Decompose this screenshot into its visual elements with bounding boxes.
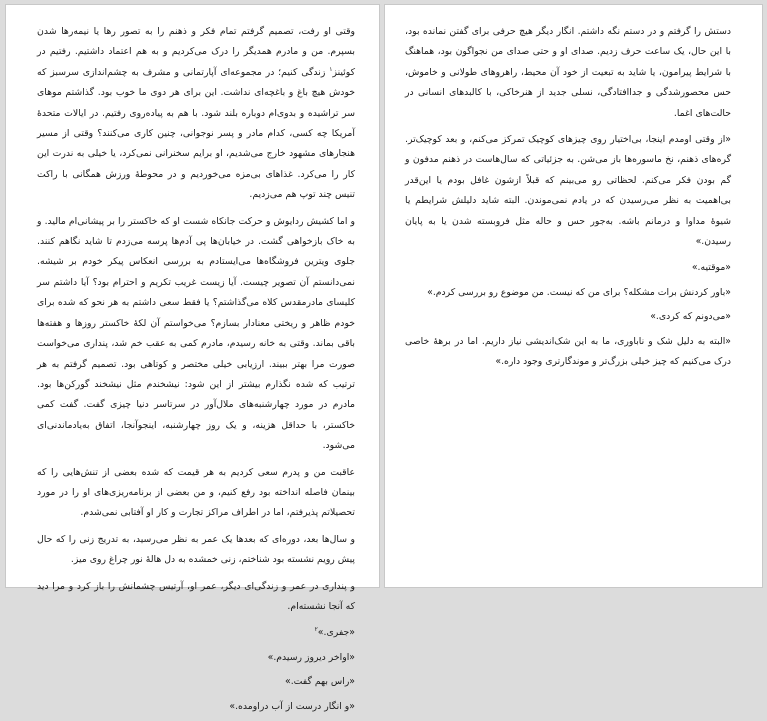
dialogue-line bbox=[37, 623, 355, 643]
paragraph: دستش را گرفتم و در دستم نگه داشتم. انگار دیگر هیچ حرفی برای گفتن نمانده بود، با این حال، یک ساعت حرف زدیم. صدای او و حتی صدای من نجواگون بود، هماهنگ با شرایط پیرامون، یا شاید به تبعیت از خود آن محیط، راهروهای طولانی و خاموش، حس محصورشدگی و جداافتادگی، نسلی جدید از هنرخاکی، با کالبدهای انسانی در حالت‌های اغما. bbox=[405, 26, 731, 119]
paragraph: و اما کشیش ردایوش و حرکت جانکاه شست او که خاکستر را بر پیشانی‌ام مالید. و به خاک بازخواهی گشت. در خیابان‌ها پی آدم‌ها پرسه می‌زدم تا شاید نگاهم کنند. جلوی ویترین فروشگاه‌ها می‌ایستادم به بررسی انعکاس پیکر خودم بر شیشه. نمی‌دانستم آن تصویر چیست. آیا زیست غریب تکریم و احترام بود؟ آیا داشتم سر کلیسای مادرمقدس کلاه می‌گذاشتم؟ یا فقط سعی داشتم به هر نحو که شده برای خودم ظاهر و ریختی معنادار بسازم؟ می‌خواستم آن لکهٔ خاکستر روزها و هفته‌ها باقی بماند. وقتی به خانه رسیدم، مادرم کمی به عقب خم شد، پنداری می‌خواست صورت مرا بهتر ببیند. ارزیابی خیلی مختصر و کوتاهی بود. تصمیم گرفتم به هر ترتیب که شده نگذارم بیشتر از این شود: نیشخندم مثل نیشخند گورکن‌ها بود. مادرم در مورد چهارشنبه‌های ملال‌آور در سرتاسر دنیا چیزی گفت. گفت کمی خاکستر، با حداقل هزینه، و یک روز چهارشنبه، اینجوآنجا، اتفاق به‌یادماندنی‌ای می‌شود. bbox=[37, 215, 355, 452]
dialogue-line: «و انگار درست از آب دراومده.» bbox=[229, 700, 355, 712]
dialogue-line: «راس بهم گفت.» bbox=[285, 676, 355, 688]
dialogue-line: «باور کردنش برات مشکله؟ برای من که نیست. من موضوع رو بررسی کردم.» bbox=[427, 286, 731, 298]
dialogue-line: «موقتیه.» bbox=[691, 262, 731, 274]
paragraph: «از وقتی اومدم اینجا، بی‌اختیار روی چیزهای کوچیک تمرکز می‌کنم، و بعد کوچیک‌تر. گره‌های ذهنم، نخ ماسوره‌ها باز می‌شن. به جزئیاتی که سال‌هاست در ذهنم مدفون و گم بودن فکر می‌کنم. لحظاتی رو می‌بینم که قبلاً ازشون غافل بودم یا این‌قدر بی‌اهمیت به نظر می‌رسیدن که در یادم نمی‌موندن. البته شاید دلیلش شرایطم یا شیوهٔ مداوا و درمانم باشه. به‌جور حس و حاله مثل فروبسته شدن یا به پایان رسیدن.» bbox=[405, 134, 731, 248]
dialogue-text: «جفری.» bbox=[317, 627, 355, 639]
dialogue-line: «اواخر دیروز رسیدم.» bbox=[267, 651, 355, 663]
left-page-text bbox=[37, 22, 355, 721]
footnote-marker: ۱ bbox=[329, 65, 333, 73]
right-page-text bbox=[405, 22, 731, 377]
dialogue-line: «می‌دونم که کردی.» bbox=[650, 311, 731, 323]
paragraph: و پنداری در عمر و زندگی‌ای دیگر، عمر او، آرتیس چشمانش را باز کرد و مرا دید که آنجا نشسته‌ام. bbox=[37, 580, 355, 612]
paragraph: عاقبت من و پدرم سعی کردیم به هر قیمت که شده بعضی از تنش‌هایی را که بینمان فاصله انداخته بود رفع کنیم، و من بعضی از برنامه‌ریزی‌های او را در مورد تحصیلاتم پذیرفتم، اما در اطراف مراکز تجارت و کار او آفتابی نمی‌شدم. bbox=[37, 466, 355, 519]
paragraph: و سال‌ها بعد، دوره‌ای که بعدها یک عمر به نظر می‌رسید، به تدریج زنی را که حال پیش رویم نشسته بود شناختم، زنی خمشده به دل هالهٔ نور چراغ روی میز. bbox=[37, 533, 355, 566]
dialogue-line: «البته به دلیل شک و ناباوری، ما به این شک‌اندیشی نیاز داریم. اما در برههٔ خاصی درک می‌کنیم که چیز خیلی بزرگ‌تر و موندگارتری وجود داره.» bbox=[405, 335, 731, 368]
right-page bbox=[384, 4, 763, 588]
footnote-marker: ۲ bbox=[314, 626, 318, 634]
left-page bbox=[5, 4, 380, 712]
paragraph: وقتی او رفت، تصمیم گرفتم تمام فکر و ذهنم را به تصور رها یا نیمه‌رها شدن بسپرم. من و مادرم همدیگر را درک می‌کردیم و به هم اعتماد داشتیم. رفتیم در کوئینز$^۱$ زندگی کنیم؛ در مجموعه‌ای آپارتمانی و مشرف به چشم‌اندازی سرسبز که خودش هیچ باغ و باغچه‌ای نداشت. این برای هر دوی ما خوب بود. گذاشتم موهای سر تراشیده و بدوی‌ام دوباره بلند شود. با هم به پیاده‌روی رفتیم. در ایالات متحدهٔ آمریکا چه کسی، کدام مادر و پسر نوجوانی، چنین کاری می‌کنند؟ وقتی از مسیر هنجارهای مشهود خارج می‌شدیم، او برایم سخنرانی نمی‌کرد، یا خیلی به ندرت این کار را می‌کرد. غذاهای بی‌مزه می‌خوردیم و در محوطهٔ ورزش همگانی با راکت تنیس چند توپ هم می‌زدیم. bbox=[37, 26, 355, 201]
